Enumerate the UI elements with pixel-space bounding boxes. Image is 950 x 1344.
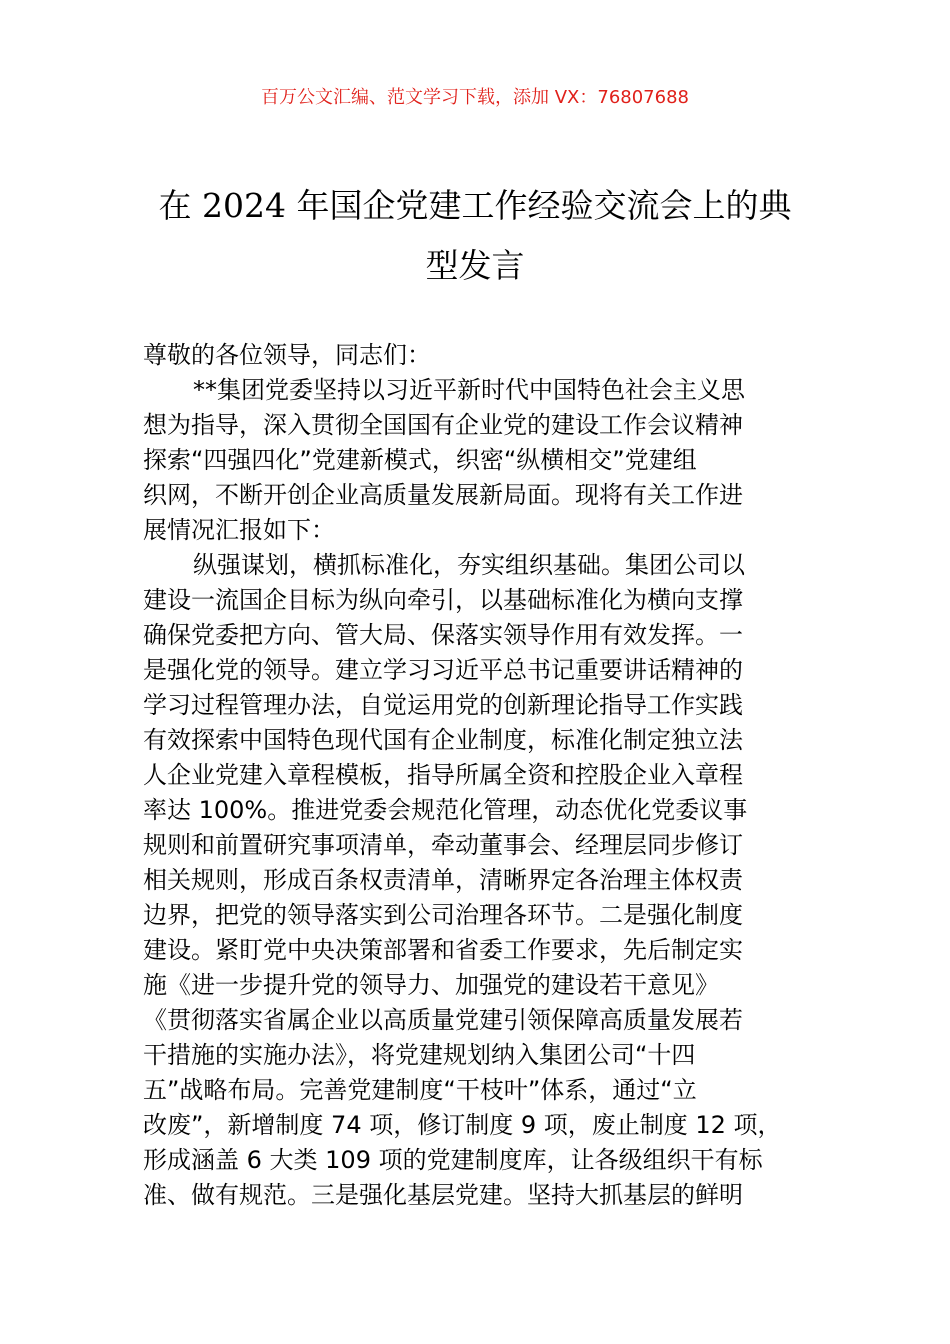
paragraph-line: 想为指导，深入贯彻全国国有企业党的建设工作会议精神 (143, 411, 743, 439)
paragraph-line: 人企业党建入章程模板，指导所属全资和控股企业入章程 (143, 761, 743, 789)
document-body (143, 338, 833, 1213)
paragraph-1 (143, 373, 833, 548)
salutation: 尊敬的各位领导，同志们： (143, 341, 431, 369)
paragraph-line: 五”战略布局。完善党建制度“干枝叶”体系，通过“立 (143, 1076, 697, 1104)
paragraph-line: 织网，不断开创企业高质量发展新局面。现将有关工作进 (143, 481, 743, 509)
paragraph-line: 学习过程管理办法，自觉运用党的创新理论指导工作实践 (143, 691, 743, 719)
paragraph-line: 有效探索中国特色现代国有企业制度，标准化制定独立法 (143, 726, 743, 754)
paragraph-2 (143, 548, 833, 1213)
paragraph-line: 探索“四强四化”党建新模式，织密“纵横相交”党建组 (143, 446, 697, 474)
paragraph-line: 确保党委把方向、管大局、保落实领导作用有效发挥。一 (143, 621, 743, 649)
paragraph-line: 是强化党的领导。建立学习习近平总书记重要讲话精神的 (143, 656, 743, 684)
title-line-1: 在 2024 年国企党建工作经验交流会上的典 (158, 186, 792, 225)
paragraph-line: 率达 100%。推进党委会规范化管理，动态优化党委议事 (143, 796, 748, 824)
document-title (120, 176, 830, 296)
paragraph-line: 形成涵盖 6 大类 109 项的党建制度库，让各级组织干有标 (143, 1146, 763, 1174)
paragraph-line: 改废”，新增制度 74 项，修订制度 9 项，废止制度 12 项， (143, 1111, 782, 1139)
header-watermark-note: 百万公文汇编、范文学习下载，添加 VX：76807688 (261, 87, 689, 108)
paragraph-line: 干措施的实施办法》，将党建规划纳入集团公司“十四 (143, 1041, 696, 1069)
paragraph-line: **集团党委坚持以习近平新时代中国特色社会主义思 (193, 376, 745, 404)
paragraph-line: 施《进一步提升党的领导力、加强党的建设若干意见》 (143, 971, 719, 999)
paragraph-line: 规则和前置研究事项清单，牵动董事会、经理层同步修订 (143, 831, 743, 859)
paragraph-line: 建设。紧盯党中央决策部署和省委工作要求，先后制定实 (143, 936, 743, 964)
paragraph-line: 准、做有规范。三是强化基层党建。坚持大抓基层的鲜明 (143, 1181, 743, 1209)
paragraph-line: 边界，把党的领导落实到公司治理各环节。二是强化制度 (143, 901, 743, 929)
paragraph-line: 建设一流国企目标为纵向牵引，以基础标准化为横向支撑 (143, 586, 743, 614)
paragraph-line: 相关规则，形成百条权责清单，清晰界定各治理主体权责 (143, 866, 743, 894)
paragraph-line: 纵强谋划，横抓标准化，夯实组织基础。集团公司以 (193, 551, 745, 579)
paragraph-line: 《贯彻落实省属企业以高质量党建引领保障高质量发展若 (143, 1006, 743, 1034)
title-line-2: 型发言 (425, 246, 525, 285)
paragraph-line: 展情况汇报如下： (143, 516, 335, 544)
